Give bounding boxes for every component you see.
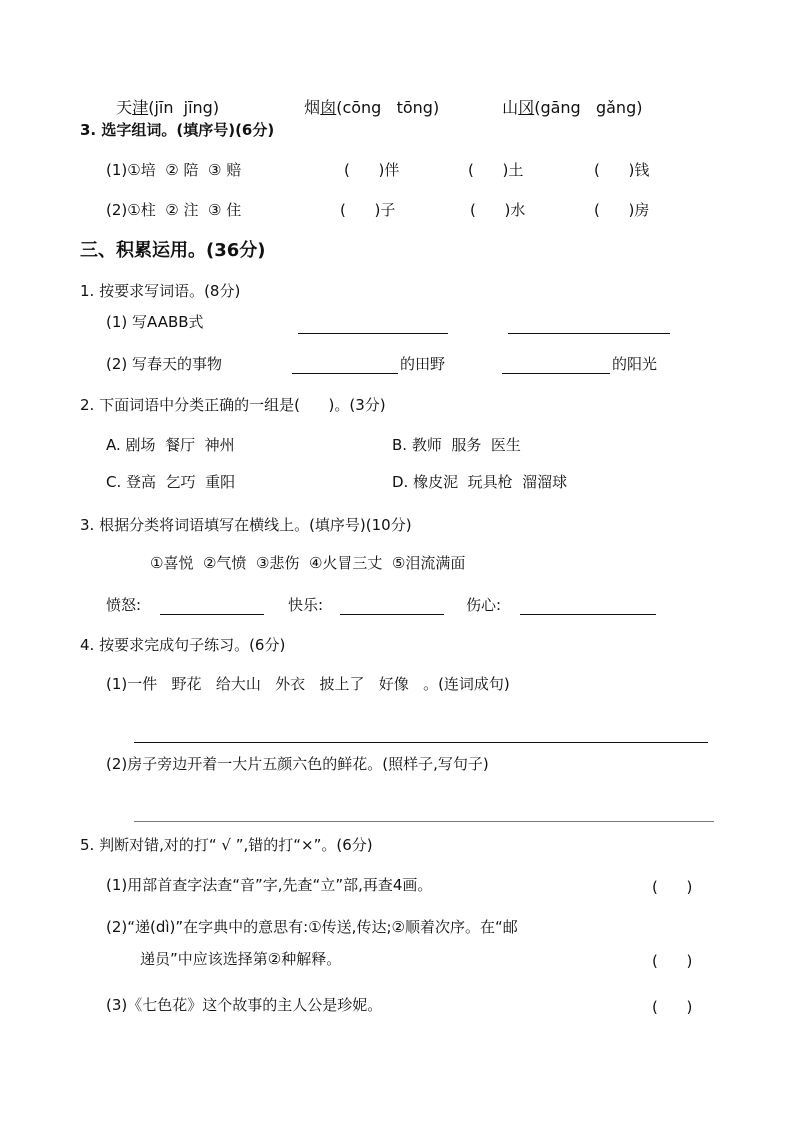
q1-sub2: (2) 写春天的事物 <box>106 355 223 373</box>
char: 山 <box>502 98 519 117</box>
pinyin-options: (gāng gǎng) <box>534 98 643 117</box>
q2-option-c[interactable]: C. 登高 乞巧 重阳 <box>106 473 236 491</box>
q1-aabb-blank-2[interactable] <box>508 333 670 334</box>
underlined-char: 冈 <box>518 98 535 117</box>
pinyin-options: (jīn jīng) <box>148 98 220 117</box>
q3-select-title: 3. 选字组词。(填序号)(6分) <box>80 121 275 139</box>
q5-answer-box-1[interactable]: ( ) <box>652 878 693 896</box>
q4-sentence-1: (1)一件 野花 给大山 外衣 披上了 好像 。(连词成句) <box>106 675 510 693</box>
q3-row1-blank-c[interactable]: ( )钱 <box>594 161 650 179</box>
q3-row2-blank-b[interactable]: ( )水 <box>470 201 526 219</box>
q1-title: 1. 按要求写词语。(8分) <box>80 282 241 300</box>
section-title: 三、积累运用。(36分) <box>80 240 266 261</box>
q2-title: 2. 下面词语中分类正确的一组是( )。(3分) <box>80 396 386 414</box>
q5-answer-box-3[interactable]: ( ) <box>652 998 693 1016</box>
q3-happy-blank[interactable] <box>340 614 444 615</box>
q1-spring-blank-2[interactable] <box>502 373 610 374</box>
q3-row2-blank-a[interactable]: ( )子 <box>340 201 396 219</box>
q5-answer-box-2[interactable]: ( ) <box>652 952 693 970</box>
pinyin-options: (cōng tōng) <box>336 98 440 117</box>
q2-option-a[interactable]: A. 剧场 餐厅 神州 <box>106 436 235 454</box>
char: 天 <box>116 98 133 117</box>
underlined-char: 津 <box>132 98 149 117</box>
q5-item-2-line-1: (2)“递(dì)”在字典中的意思有:①传送,传达;②顺着次序。在“邮 <box>106 918 518 936</box>
q4-sentence-2: (2)房子旁边开着一大片五颜六色的鲜花。(照样子,写句子) <box>106 755 489 773</box>
q3-row1-blank-a[interactable]: ( )伴 <box>344 161 400 179</box>
q5-item-1: (1)用部首查字法查“音”字,先查“立”部,再查4画。 <box>106 876 433 894</box>
q4-answer-line-1[interactable] <box>134 742 708 743</box>
underlined-char: 囱 <box>320 98 337 117</box>
q3-row2-options: (2)①柱 ② 注 ③ 住 <box>106 201 242 219</box>
q1-sub2-suffix-b: 的阳光 <box>612 355 658 373</box>
q4-answer-line-2[interactable] <box>134 821 714 822</box>
q1-sub2-suffix-a: 的田野 <box>400 355 446 373</box>
char: 烟 <box>304 98 321 117</box>
q3-sad-blank[interactable] <box>520 614 656 615</box>
q3-label-happy: 快乐: <box>288 596 324 614</box>
q3-word-list: ①喜悦 ②气愤 ③悲伤 ④火冒三丈 ⑤泪流满面 <box>150 554 466 572</box>
q1-sub1: (1) 写AABB式 <box>106 313 204 331</box>
q3-row2-blank-c[interactable]: ( )房 <box>594 201 650 219</box>
q3-row1-options: (1)①培 ② 陪 ③ 赔 <box>106 161 242 179</box>
pinyin-word-1 <box>106 84 219 116</box>
q3-label-anger: 愤怒: <box>106 596 142 614</box>
q2-option-d[interactable]: D. 橡皮泥 玩具枪 溜溜球 <box>392 473 568 491</box>
q5-item-2-line-2: 递员”中应该选择第②种解释。 <box>140 950 342 968</box>
q3-title: 3. 根据分类将词语填写在横线上。(填序号)(10分) <box>80 516 412 534</box>
q3-label-sad: 伤心: <box>466 596 502 614</box>
pinyin-word-2 <box>294 84 439 116</box>
q1-aabb-blank-1[interactable] <box>298 333 448 334</box>
q5-item-3: (3)《七色花》这个故事的主人公是珍妮。 <box>106 996 383 1014</box>
q4-title: 4. 按要求完成句子练习。(6分) <box>80 636 286 654</box>
q3-anger-blank[interactable] <box>160 614 264 615</box>
q2-option-b[interactable]: B. 教师 服务 医生 <box>392 436 521 454</box>
q3-row1-blank-b[interactable]: ( )土 <box>468 161 524 179</box>
q5-title: 5. 判断对错,对的打“ √ ”,错的打“×”。(6分) <box>80 836 373 854</box>
q1-spring-blank-1[interactable] <box>292 373 398 374</box>
pinyin-word-3 <box>492 84 642 116</box>
